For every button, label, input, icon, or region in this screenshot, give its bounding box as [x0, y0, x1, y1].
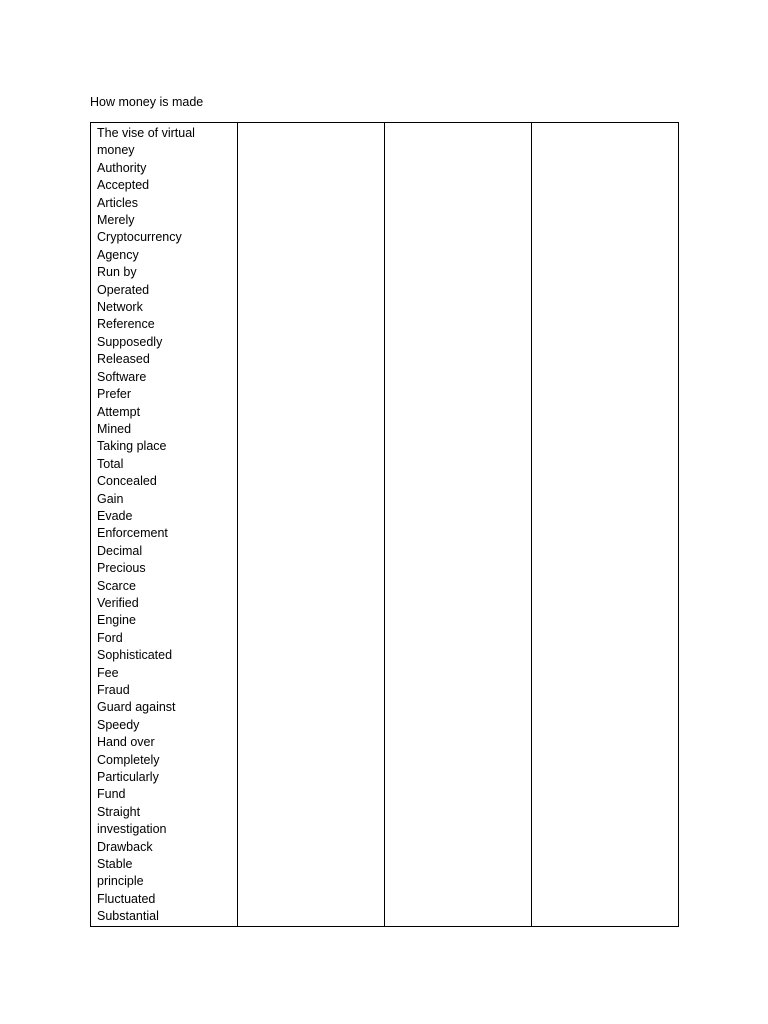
term-item: Agency [97, 247, 139, 262]
term-item: Precious [97, 561, 146, 576]
document-title: How money is made [90, 95, 204, 109]
term-item: Network [97, 300, 143, 315]
term-item: Supposedly [97, 334, 163, 349]
term-item: Engine [97, 613, 136, 628]
term-item: Software [97, 369, 147, 384]
term-item: Evade [97, 508, 133, 523]
term-item: Mined [97, 421, 132, 436]
table-row [91, 123, 679, 927]
term-item: Prefer [97, 387, 132, 402]
term-item: Speedy [97, 717, 140, 732]
term-item: Hand over [97, 735, 155, 750]
term-item: Fluctuated [97, 891, 156, 906]
terms-column-cell [91, 123, 238, 927]
term-item: Verified [97, 595, 139, 610]
term-item: Reference [97, 317, 155, 332]
term-item: Decimal [97, 543, 143, 558]
term-item: Authority [97, 160, 147, 175]
term-item: Released [97, 352, 150, 367]
empty-column-cell-4[interactable] [532, 123, 679, 927]
term-list [91, 123, 237, 926]
term-item: Straight [97, 804, 141, 819]
term-item: Total [97, 456, 124, 471]
term-item: Enforcement [97, 526, 168, 541]
term-item: Run by [97, 265, 137, 280]
term-item: Particularly [97, 770, 159, 785]
term-item: Drawback [97, 839, 153, 854]
term-item: Stable [97, 857, 133, 872]
term-item: Sophisticated [97, 648, 173, 663]
term-item: Cryptocurrency [97, 230, 182, 245]
term-item: Guard against [97, 700, 176, 715]
empty-column-cell-3[interactable] [385, 123, 532, 927]
term-item: Merely [97, 213, 135, 228]
term-item: Substantial [97, 909, 159, 924]
term-item: Operated [97, 282, 150, 297]
term-item: Gain [97, 491, 124, 506]
term-item: Fund [97, 787, 126, 802]
term-item: The vise of virtual [97, 126, 195, 140]
term-item: Completely [97, 752, 160, 767]
term-item: Articles [97, 195, 138, 210]
term-item: Fee [97, 665, 119, 680]
term-item: Scarce [97, 578, 136, 593]
term-item: Attempt [97, 404, 141, 419]
term-item: principle [97, 874, 144, 889]
term-item: Ford [97, 630, 123, 645]
empty-column-cell-2[interactable] [238, 123, 385, 927]
vocabulary-table [90, 122, 679, 927]
term-item: Concealed [97, 474, 157, 489]
term-item: money [97, 143, 135, 158]
term-item: investigation [97, 822, 167, 837]
term-item: Taking place [97, 439, 167, 454]
term-item: Fraud [97, 683, 130, 697]
term-item: Accepted [97, 178, 150, 193]
